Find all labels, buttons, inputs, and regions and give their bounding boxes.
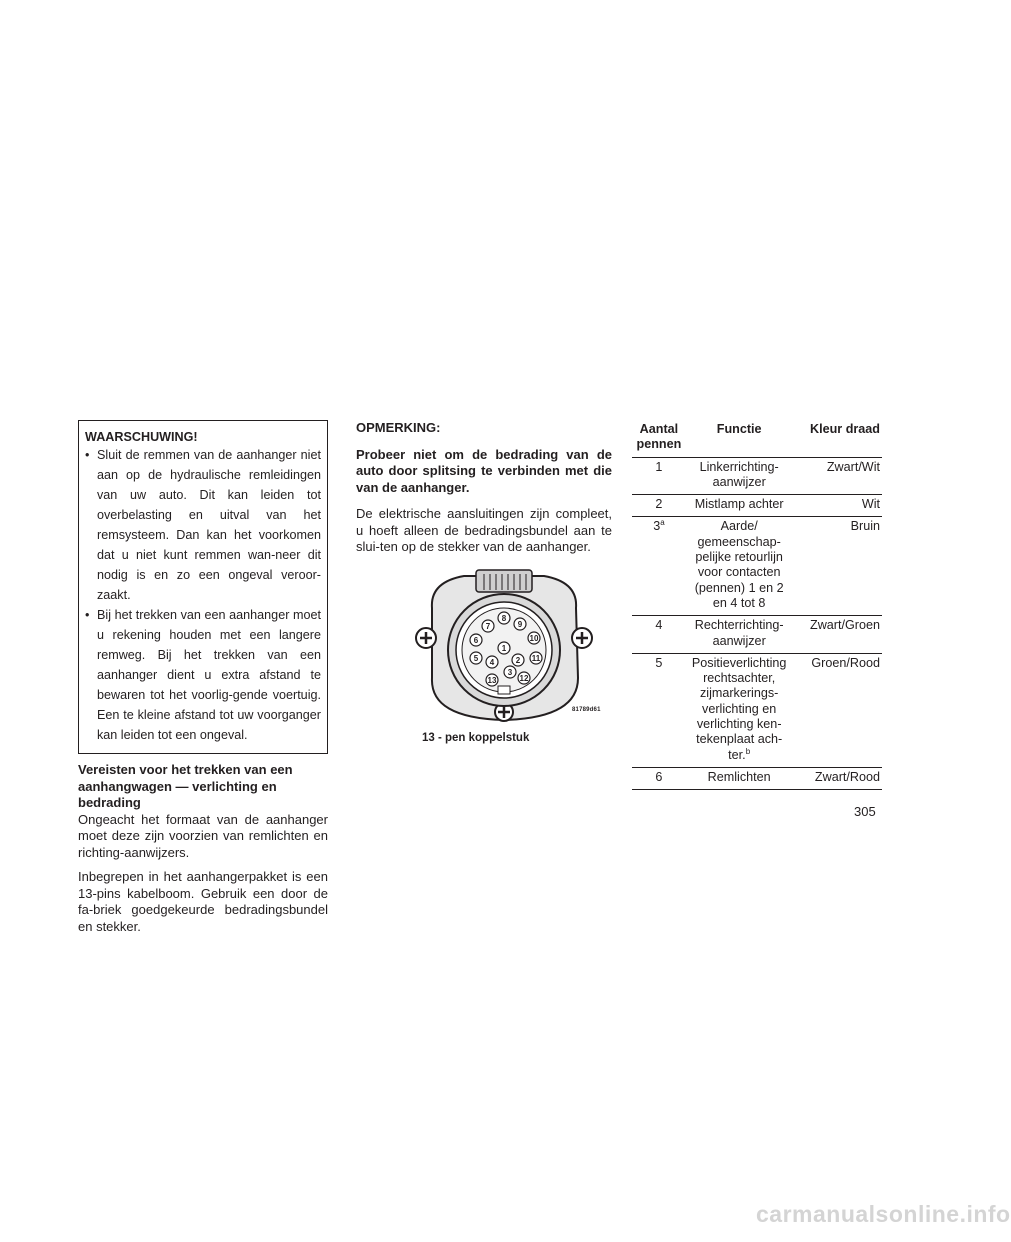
color-cell: Wit (792, 495, 882, 517)
body-paragraph: Ongeacht het formaat van de aanhanger moet deze zijn voorzien van remlichten en richting-aanwijzers. (78, 811, 328, 860)
pin-label: 11 (531, 653, 541, 663)
color-cell: Groen/Rood (792, 653, 882, 767)
pin-cell: 2 (632, 495, 686, 517)
pin-label: 5 (473, 653, 479, 663)
left-column (78, 420, 328, 943)
warning-bullet-text: Bij het trekken van een aanhanger moet u rekening houden met een langere remweg. Bij het trekken van een aanhanger dient u extra afstand te bewaren tot het voorlig-gende voertuig. Een te kleine afstand tot uw voorganger kan leiden tot een ongeval. (97, 608, 321, 742)
bullet-icon: • (85, 448, 90, 462)
note-text: De elektrische aansluitingen zijn compleet, u hoeft alleen de bedradingsbundel aan te slui-ten op de stekker van de aanhanger. (356, 506, 612, 554)
right-column (632, 420, 882, 790)
pin-label: 9 (517, 619, 523, 629)
watermark-link[interactable]: carmanualsonline.info (756, 1201, 1011, 1227)
table-row (632, 767, 882, 789)
warning-bullet-text: Sluit de remmen van de aanhanger niet aan op de hydraulische remleidingen van uw auto. Dit kan leiden tot overbelasting en uitval van het remsysteem. Dan kan het voorkomen dat u niet kunt remmen wan-neer dit nodig is en zo een ongeval veroor-zaakt. (97, 448, 321, 602)
pin-cell: 4 (632, 616, 686, 654)
warning-list (85, 445, 321, 745)
bullet-icon: • (85, 608, 90, 622)
pin-label: 4 (489, 657, 495, 667)
figure-code: 81789d61 (572, 706, 601, 713)
pin-cell: 3$^a$ (632, 517, 686, 616)
table-row (632, 457, 882, 495)
function-cell: Positieverlichting rechtsachter, zijmarkerings-verlichting en verlichting ken-tekenplaat ach-ter.$^b$ (686, 653, 793, 767)
pin-label: 13 (487, 675, 497, 685)
pin-label: 8 (501, 613, 507, 623)
pin-cell: 5 (632, 653, 686, 767)
section-heading: Vereisten voor het trekken van een aanhangwagen — verlichting en bedrading (78, 762, 293, 810)
function-cell: Mistlamp achter (686, 495, 793, 517)
pin-label: 12 (519, 673, 529, 683)
body-paragraph: Inbegrepen in het aanhangerpakket is een 13-pins kabelboom. Gebruik een door de fa-briek goedgekeurde bedradingsbundel en stekker. (78, 869, 328, 934)
pin-label: 7 (485, 621, 491, 631)
page-number: 305 (854, 804, 876, 819)
figure-caption: 13 - pen koppelstuk (422, 731, 530, 744)
note-title: OPMERKING: (356, 420, 441, 435)
pin-label: 1 (501, 643, 507, 653)
header-color: Kleur draad (792, 420, 882, 457)
pin-label: 10 (529, 633, 539, 643)
middle-column (356, 420, 612, 746)
warning-bullet (85, 605, 321, 745)
pin-label: 2 (515, 655, 521, 665)
connector-figure (412, 568, 624, 728)
color-cell: Zwart/Groen (792, 616, 882, 654)
color-cell: Bruin (792, 517, 882, 616)
header-function: Functie (686, 420, 793, 457)
function-cell: Remlichten (686, 767, 793, 789)
warning-bullet (85, 445, 321, 605)
warning-title: WAARSCHUWING! (85, 430, 198, 444)
table-row (632, 653, 882, 767)
table-header-row (632, 420, 882, 457)
color-cell: Zwart/Rood (792, 767, 882, 789)
table-row (632, 616, 882, 654)
header-pins: Aantal pennen (632, 420, 686, 457)
color-cell: Zwart/Wit (792, 457, 882, 495)
pin-label: 3 (507, 667, 513, 677)
pin-table (632, 420, 882, 790)
warning-box (78, 420, 328, 754)
pin-cell: 1 (632, 457, 686, 495)
table-row (632, 517, 882, 616)
pin-label: 6 (473, 635, 479, 645)
function-cell: Linkerrichting-aanwijzer (686, 457, 793, 495)
table-row (632, 495, 882, 517)
pin-cell: 6 (632, 767, 686, 789)
function-cell: Aarde/ gemeenschap-pelijke retourlijn voor contacten (pennen) 1 en 2 en 4 tot 8 (686, 517, 793, 616)
function-cell: Rechterrichting-aanwijzer (686, 616, 793, 654)
note-bold-text: Probeer niet om de bedrading van de auto door splitsing te verbinden met die van de aanhanger. (356, 446, 612, 495)
